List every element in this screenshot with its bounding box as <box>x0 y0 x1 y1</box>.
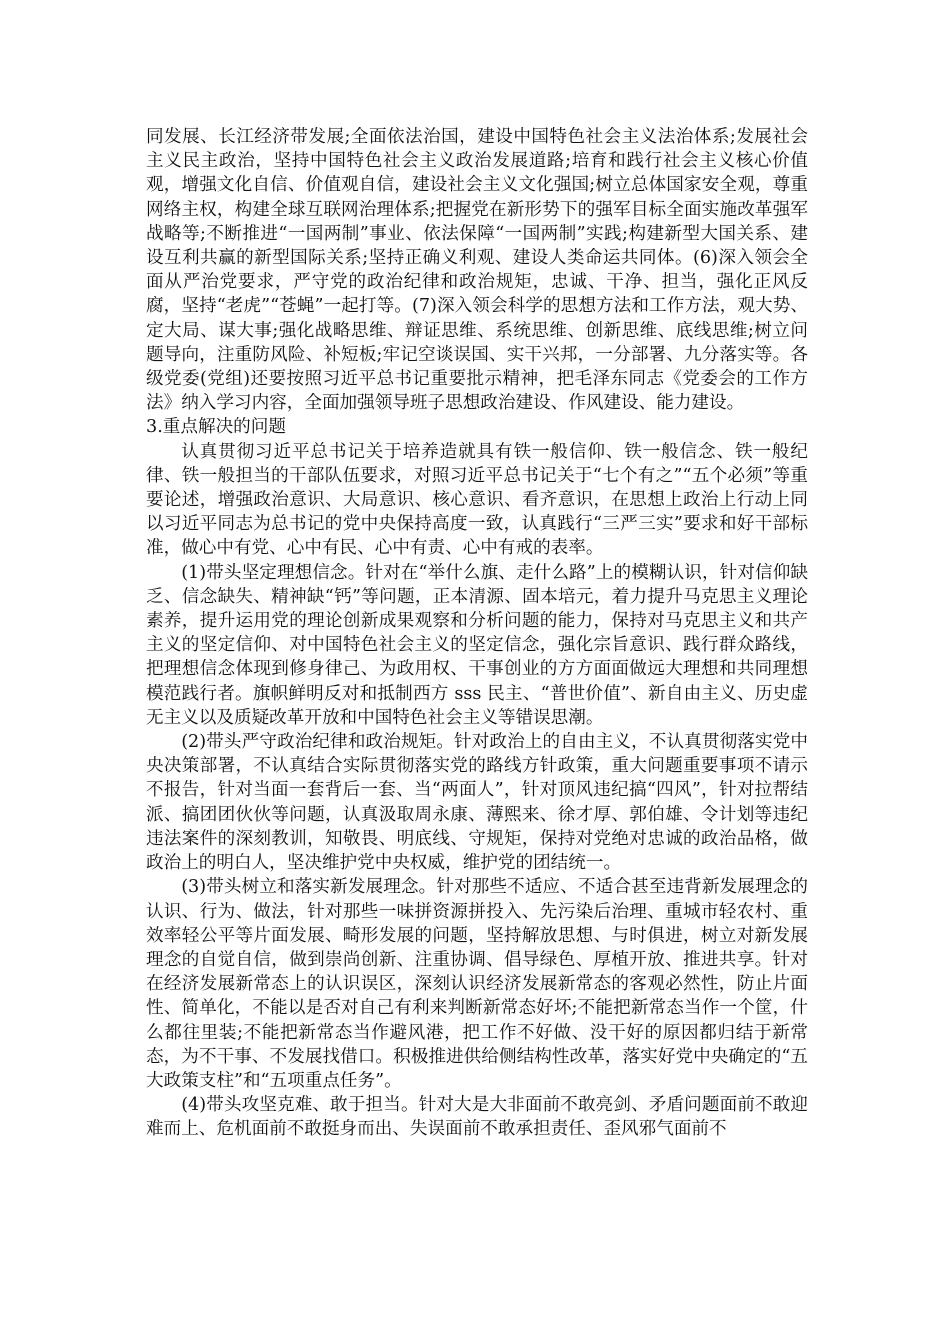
paragraph-item-2: (2)带头严守政治纪律和政治规矩。针对政治上的自由主义，不认真贯彻落实党中央决策部署，不认真结合实际贯彻落实党的路线方针政策，重大问题重要事项不请示不报告，针对当面一套背后一套、当“两面人”，针对顶风违纪搞“四风”，针对拉帮结派、搞团团伙伙等问题，认真汲取周永康、薄熙来、徐才厚、郭伯雄、令计划等违纪违法案件的深刻教训，知敬畏、明底线、守规矩，保持对党绝对忠诚的政治品格，做政治上的明白人，坚决维护党中央权威，维护党的团结统一。 <box>146 732 808 874</box>
paragraph-continued: 同发展、长江经济带发展;全面依法治国，建设中国特色社会主义法治体系;发展社会主义民主政治，坚持中国特色社会主义政治发展道路;培育和践行社会主义核心价值观，增强文化自信、价值观自信，建设社会主义文化强国;树立总体国家安全观，尊重网络主权，构建全球互联网治理体系;把握党在新形势下的强军目标全面实施改革强军战略等;不断推进“一国两制”事业、依法保障“一国两制”实践;构建新型大国关系、建设互利共赢的新型国际关系;坚持正确义利观、建设人类命运共同体。(6)深入领会全面从严治党要求，严守党的政治纪律和政治规矩，忠诚、干净、担当，强化正风反腐，坚持“老虎”“苍蝇”一起打等。(7)深入领会科学的思想方法和工作方法，观大势、定大局、谋大事;强化战略思维、辩证思维、系统思维、创新思维、底线思维;树立问题导向，注重防风险、补短板;牢记空谈误国、实干兴邦，一分部署、九分落实等。各级党委(党组)还要按照习近平总书记重要批示精神，把毛泽东同志《党委会的工作方法》纳入学习内容，全面加强领导班子思想政治建设、作风建设、能力建设。 <box>146 127 808 414</box>
paragraph-item-3: (3)带头树立和落实新发展理念。针对那些不适应、不适合甚至违背新发展理念的认识、行为、做法，针对那些一味拼资源拼投入、先污染后治理、重城市轻农村、重效率轻公平等片面发展、畸形发展的问题，坚持解放思想、与时俱进，树立对新发展理念的自觉自信，做到崇尚创新、注重协调、倡导绿色、厚植开放、推进共享。针对在经济发展新常态上的认识误区，深刻认识经济发展新常态的客观必然性，防止片面性、简单化，不能以是否对自己有利来判断新常态好坏;不能把新常态当作一个筐，什么都往里装;不能把新常态当作避风港，把工作不好做、没干好的原因都归结于新常态，为不干事、不发展找借口。积极推进供给侧结构性改革，落实好党中央确定的“五大政策支柱”和“五项重点任务”。 <box>146 877 808 1091</box>
paragraph-item-4: (4)带头攻坚克难、敢于担当。针对大是大非面前不敢亮剑、矛盾问题面前不敢迎难而上、危机面前不敢挺身而出、失误面前不敢承担责任、歪风邪气面前不 <box>146 1095 808 1140</box>
section-heading: 3.重点解决的问题 <box>146 417 286 438</box>
paragraph-item-1: (1)带头坚定理想信念。针对在“举什么旗、走什么路”上的模糊认识，针对信仰缺乏、信念缺失、精神缺“钙”等问题，正本清源、固本培元，着力提升马克思主义理论素养，提升运用党的理论创新成果观察和分析问题的能力，保持对马克思主义和共产主义的坚定信仰、对中国特色社会主义的坚定信念，强化宗旨意识、践行群众路线，把理想信念体现到修身律己、为政用权、干事创业的方方面面做远大理想和共同理想模范践行者。旗帜鲜明反对和抵制西方 sss 民主、“普世价值”、新自由主义、历史虚无主义以及质疑改革开放和中国特色社会主义等错误思潮。 <box>146 562 808 728</box>
document-page <box>146 125 808 1142</box>
paragraph-intro: 认真贯彻习近平总书记关于培养造就具有铁一般信仰、铁一般信念、铁一般纪律、铁一般担当的干部队伍要求，对照习近平总书记关于“七个有之”“五个必须”等重要论述，增强政治意识、大局意识、核心意识、看齐意识，在思想上政治上行动上同以习近平同志为总书记的党中央保持高度一致，认真践行“三严三实”要求和好干部标准，做心中有党、心中有民、心中有责、心中有戒的表率。 <box>146 441 808 559</box>
